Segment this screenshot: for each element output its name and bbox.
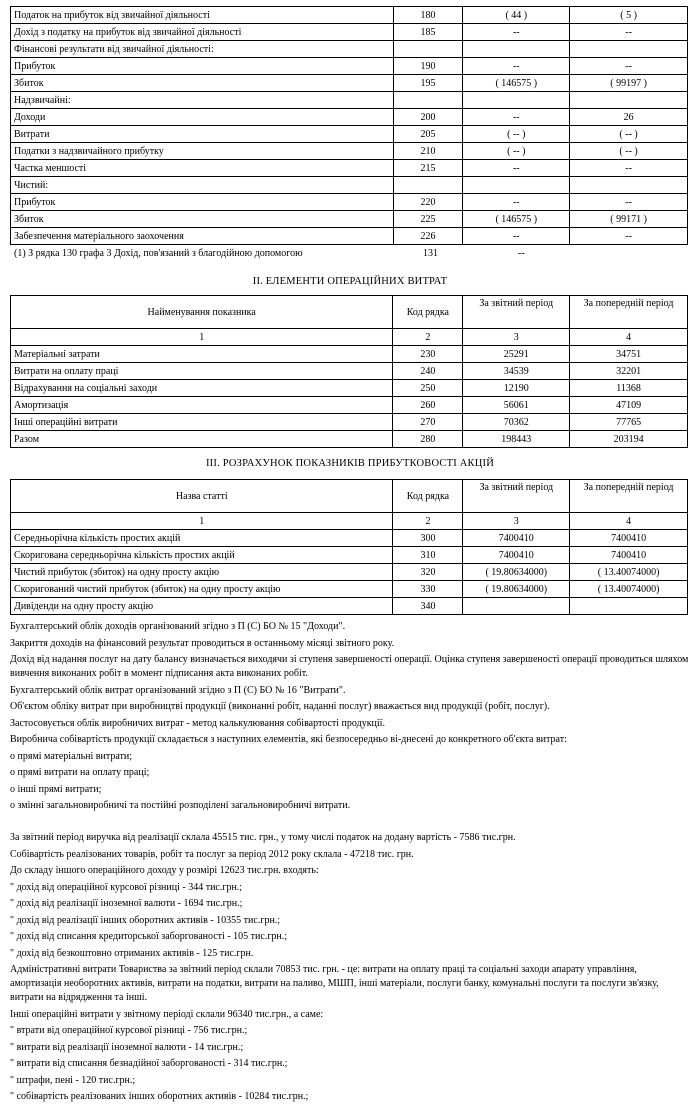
charity-note: (1) З рядка 130 графа 3 Дохід, пов'язаний з благодійною допомогою [14,248,303,259]
row-code: 195 [393,75,463,92]
row-code: 300 [393,530,463,547]
row-name: Чистий: [11,177,394,194]
text-line: " витрати від реалізації іноземної валюти - 14 тис.грн.; [10,1041,244,1053]
text-line: " втрати від операційної курсової різниці - 756 тис.грн.; [10,1025,248,1036]
income-expense-text [10,831,690,1107]
header-previous: За попередній період [570,296,688,329]
text-line: о прямі матеріальні витрати; [10,750,133,762]
table-row [11,92,688,109]
row-name: Витрати [11,126,394,143]
row-code: 310 [393,547,463,564]
row-code: 330 [393,581,463,598]
row-name: Надзвичайні: [11,92,394,109]
row-current: ( -- ) [463,126,570,143]
row-name: Матеріальні затрати [11,346,393,363]
text-line: " дохід від безкоштовно отриманих активів - 125 тис.грн. [10,947,254,959]
row-current: -- [463,228,570,245]
row-previous: 203194 [570,431,688,448]
row-name: Податки з надзвичайного прибутку [11,143,394,160]
row-code: 190 [393,58,463,75]
row-current: -- [463,24,570,41]
col-num: 2 [393,329,463,346]
text-line: За звітний період виручка від реалізації склала 45515 тис. грн., у тому числі податок на додану вартість - 7586 тис.грн. [10,832,516,843]
row-previous: ( 99197 ) [570,75,688,92]
text-line: Бухгалтерський облік доходів організований згідно з П (С) БО № 15 "Доходи". [10,621,346,632]
text-line: о інші прямі витрати; [10,783,102,795]
row-previous: 11368 [570,380,688,397]
row-previous: ( 99171 ) [570,211,688,228]
row-previous: -- [570,160,688,177]
column-numbers-row [11,329,688,346]
header-name: Найменування показника [11,296,393,329]
row-current: 12190 [463,380,570,397]
section-2-title: II. ЕЛЕМЕНТИ ОПЕРАЦІЙНИХ ВИТРАТ [252,276,448,287]
row-previous: 7400410 [570,530,688,547]
row-name: Фінансові результати від звичайної діяльності: [11,41,394,58]
col-num: 3 [463,513,570,530]
text-line: Застосовується облік виробничих витрат - метод калькулювання собівартості продукції. [10,717,385,729]
row-previous: 26 [570,109,688,126]
text-line: " штрафи, пені - 120 тис.грн.; [10,1074,136,1086]
row-previous [570,41,688,58]
row-current: -- [463,58,570,75]
row-previous: -- [570,58,688,75]
table-row [11,414,688,431]
row-current: 25291 [463,346,570,363]
row-previous: ( 13.40074000) [570,581,688,598]
header-previous: За попередній період [570,480,688,513]
row-previous: -- [570,228,688,245]
table-row [11,431,688,448]
table-row [11,363,688,380]
row-previous: 32201 [570,363,688,380]
row-previous: 34751 [570,346,688,363]
text-line: " дохід від реалізації іноземної валюти - 1694 тис.грн.; [10,898,243,909]
text-line: Дохід від надання послуг на дату балансу визначається виходячи зі ступеня завершеності операції. Оцінка ступеня завершеності операції проводиться шляхом вивчення виконаних робіт в момент підписання акта виконаних робіт. [10,654,689,679]
row-name: Частка меншості [11,160,394,177]
row-previous: -- [570,194,688,211]
row-current [463,177,570,194]
row-code [393,177,463,194]
row-previous: ( 13.40074000) [570,564,688,581]
text-line: о змінні загальновиробничі та постійні розподілені загальновиробничі витрати. [10,800,351,811]
row-current: 34539 [463,363,570,380]
row-previous: ( 5 ) [570,7,688,24]
row-current: 7400410 [463,547,570,564]
table-row [11,109,688,126]
table-row [11,24,688,41]
col-num: 1 [11,329,393,346]
table-row [11,58,688,75]
charity-note-code: 131 [423,248,438,259]
row-previous [570,598,688,615]
table-row [11,547,688,564]
table-row [11,75,688,92]
row-current: ( 146575 ) [463,211,570,228]
row-code: 180 [393,7,463,24]
financial-results-table [10,6,688,245]
row-previous: ( -- ) [570,143,688,160]
table-row [11,380,688,397]
col-num: 1 [11,513,393,530]
row-previous: 47109 [570,397,688,414]
text-line: Об'єктом обліку витрат при виробництві продукції (виконанні робіт, наданні послуг) вважається вид продукції (робіт, послуг). [10,701,550,712]
table-row [11,346,688,363]
text-line: о прямі витрати на оплату праці; [10,767,150,778]
table-row [11,177,688,194]
row-current: ( 19.80634000) [463,564,570,581]
row-current: 7400410 [463,530,570,547]
text-line: Адміністративні витрати Товариства за звітний період склали 70853 тис. грн. - це: витрати на оплату праці та соціальні заходи апарату управління, амортизація необоротних активів, витрати на податки, витрати на паливо, МШП, інші матеріали, послуги банку, комунальні послуги та послуги зв'язку, витрати на відрядження та інші. [10,964,659,1003]
table-header-row [11,296,688,329]
row-name: Разом [11,431,393,448]
row-name: Збиток [11,211,394,228]
charity-note-value: -- [518,248,525,259]
row-current: ( -- ) [463,143,570,160]
row-code: 320 [393,564,463,581]
table-row [11,581,688,598]
row-previous: 7400410 [570,547,688,564]
row-current: -- [463,109,570,126]
column-numbers-row [11,513,688,530]
row-current: ( 19.80634000) [463,581,570,598]
text-line: " витрати від списання безнадійної заборгованості - 314 тис.грн.; [10,1058,288,1069]
row-code: 185 [393,24,463,41]
table-row [11,397,688,414]
header-current: За звітний період [463,296,570,329]
row-code [393,92,463,109]
row-current: 198443 [463,431,570,448]
row-name: Інші операційні витрати [11,414,393,431]
row-code: 226 [393,228,463,245]
row-current: ( 44 ) [463,7,570,24]
row-name: Доходи [11,109,394,126]
header-code: Код рядка [393,296,463,329]
row-current: 70362 [463,414,570,431]
row-previous: -- [570,24,688,41]
text-line: " дохід від списання кредиторської заборгованості - 105 тис.грн.; [10,931,288,942]
row-name: Дивіденди на одну просту акцію [11,598,393,615]
row-code: 230 [393,346,463,363]
header-current: За звітний період [463,480,570,513]
text-line: " собівартість реалізованих інших оборотних активів - 10284 тис.грн.; [10,1091,309,1102]
row-code: 210 [393,143,463,160]
row-name: Забезпечення матеріального заохочення [11,228,394,245]
row-current [463,41,570,58]
row-name: Дохід з податку на прибуток від звичайної діяльності [11,24,394,41]
table-row [11,194,688,211]
text-line: " дохід від реалізації інших оборотних активів - 10355 тис.грн.; [10,914,281,926]
header-name: Назва статті [11,480,393,513]
row-name: Прибуток [11,58,394,75]
row-code: 220 [393,194,463,211]
row-current [463,598,570,615]
accounting-policy-text [10,620,690,816]
row-current: 56061 [463,397,570,414]
table-row [11,160,688,177]
row-current: -- [463,160,570,177]
row-name: Прибуток [11,194,394,211]
text-line: Виробнича собівартість продукції складається з наступних елементів, які безпосередньо ві-днесені до конкретного об'єкта витрат: [10,734,567,745]
table-header-row [11,480,688,513]
row-name: Чистий прибуток (збиток) на одну просту акцію [11,564,393,581]
row-previous: 77765 [570,414,688,431]
table-row [11,530,688,547]
row-code: 215 [393,160,463,177]
text-line: Собівартість реалізованих товарів, робіт та послуг за період 2012 року склала - 47218 тис. грн. [10,848,414,860]
col-num: 4 [570,329,688,346]
text-line: Бухгалтерський облік витрат організований згідно з П (С) БО № 16 "Витрати". [10,684,346,696]
row-code: 340 [393,598,463,615]
row-code: 250 [393,380,463,397]
table-row [11,143,688,160]
share-profitability-table [10,479,688,615]
table-row [11,228,688,245]
row-code: 205 [393,126,463,143]
row-name: Збиток [11,75,394,92]
text-line: " дохід від операційної курсової різниці - 344 тис.грн.; [10,881,243,893]
row-name: Скоригована середньорічна кількість простих акцій [11,547,393,564]
operating-expenses-table [10,295,688,448]
row-current: -- [463,194,570,211]
row-code: 280 [393,431,463,448]
table-row [11,126,688,143]
col-num: 4 [570,513,688,530]
row-code: 240 [393,363,463,380]
table-row [11,41,688,58]
row-previous: ( -- ) [570,126,688,143]
text-line: Закриття доходів на фінансовий результат проводиться в останньому місяці звітного року. [10,637,395,649]
table-row [11,598,688,615]
header-code: Код рядка [393,480,463,513]
col-num: 3 [463,329,570,346]
section-3-title: III. РОЗРАХУНОК ПОКАЗНИКІВ ПРИБУТКОВОСТІ АКЦІЙ [205,458,495,469]
row-name: Скоригований чистий прибуток (збиток) на одну просту акцію [11,581,393,598]
row-previous [570,177,688,194]
row-code: 270 [393,414,463,431]
table-row [11,211,688,228]
row-name: Податок на прибуток від звичайної діяльності [11,7,394,24]
row-current [463,92,570,109]
row-code: 200 [393,109,463,126]
row-name: Витрати на оплату праці [11,363,393,380]
row-previous [570,92,688,109]
row-name: Амортизація [11,397,393,414]
row-code: 225 [393,211,463,228]
text-line: До складу іншого операційного доходу у розмірі 12623 тис.грн. входять: [10,865,319,876]
table-row [11,564,688,581]
row-name: Відрахування на соціальні заходи [11,380,393,397]
row-code: 260 [393,397,463,414]
table-row [11,7,688,24]
text-line: Інші операційні витрати у звітному періоді склали 96340 тис.грн., а саме: [10,1008,324,1020]
row-name: Середньорічна кількість простих акцій [11,530,393,547]
row-current: ( 146575 ) [463,75,570,92]
col-num: 2 [393,513,463,530]
row-code [393,41,463,58]
